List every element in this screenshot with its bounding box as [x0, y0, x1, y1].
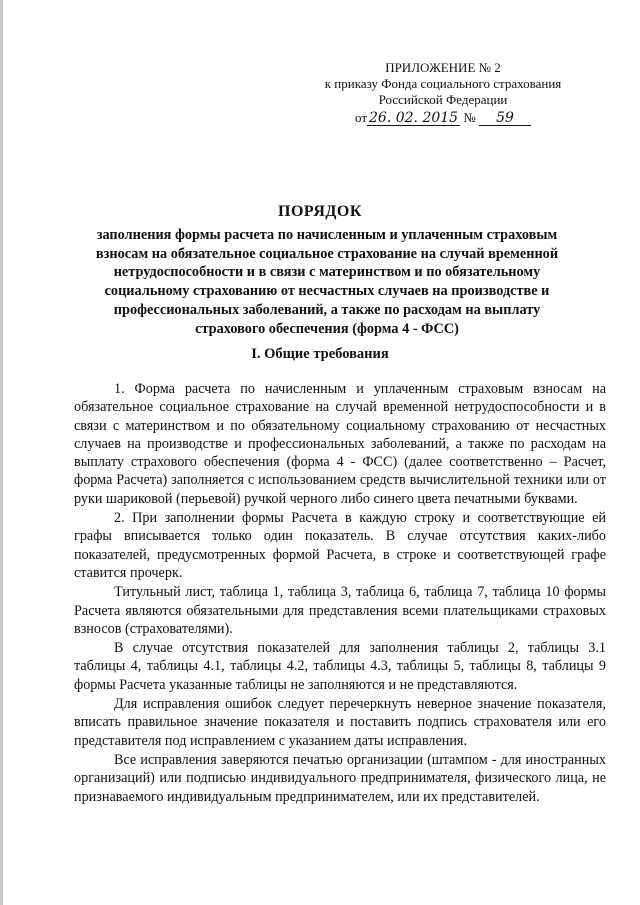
document-subtitle: заполнения формы расчета по начисленным и уплаченным страховым взносам на обязательное социальное страхование на случай временной нетрудоспособности и в связи с материнством и по обязательному социальному страхованию от несчастных случаев на производстве и профессиональных заболеваний, а также по расходам на выплату страхового обеспечения (форма 4 - ФСС)	[95, 227, 559, 337]
appendix-line-1: ПРИЛОЖЕНИЕ № 2	[385, 60, 501, 75]
appendix-line-2: к приказу Фонда социального страхования	[324, 76, 562, 91]
date-prefix: от	[355, 110, 368, 125]
document-title: ПОРЯДОК	[278, 203, 362, 220]
handwritten-date: 26. 02. 2015	[369, 110, 459, 126]
appendix-line-3: Российской Федерации	[378, 92, 508, 107]
paragraph-1: 1. Форма расчета по начисленным и уплаченным страховым взносам на обязательное социальное страхование на случай временной нетрудоспособности и в связи с материнством и по обязательному социальному страхованию от несчастных случаев на производстве и профессиональных заболеваний, а также по расходам на выплату страхового обеспечения (форма 4 - ФСС) (далее соответственно – Расчет, форма Расчета) заполняется с использованием средств вычислительной техники или от руки шариковой (перьевой) ручкой черного либо синего цвета печатными буквами.	[74, 381, 606, 507]
section-title: I. Общие требования	[251, 346, 389, 362]
paragraph-4: В случае отсутствия показателей для заполнения таблицы 2, таблицы 3.1 таблицы 4, таблицы 4.1, таблицы 4.2, таблицы 4.3, таблицы 5, таблицы 8, таблицы 9 формы Расчета указанные таблицы не заполняются и не представляются.	[74, 640, 606, 693]
handwritten-number: 59	[479, 111, 531, 126]
paragraph-2: 2. При заполнении формы Расчета в каждую строку и соответствующие ей графы вписывается только один показатель. В случае отсутствия каких-либо показателей, предусмотренных формой Расчета, в строке и соответствующей графе ставится прочерк.	[74, 510, 606, 581]
paragraph-6: Все исправления заверяются печатью организации (штампом - для иностранных организаций) или подписью индивидуального предпринимателя, физического лица, не признаваемого индивидуальным предпринимателем, или их представителей.	[74, 751, 606, 805]
paragraph-5: Для исправления ошибок следует перечеркнуть неверное значение показателя, вписать правильное значение показателя и поставить подпись страхователя или его представителя под исправлением с указанием даты исправления.	[74, 696, 606, 749]
number-prefix: №	[463, 110, 476, 125]
paragraph-3: Титульный лист, таблица 1, таблица 3, таблица 6, таблица 7, таблица 10 формы Расчета являются обязательными для представления всеми плательщиками страховых взносов (страхователями).	[74, 584, 606, 637]
